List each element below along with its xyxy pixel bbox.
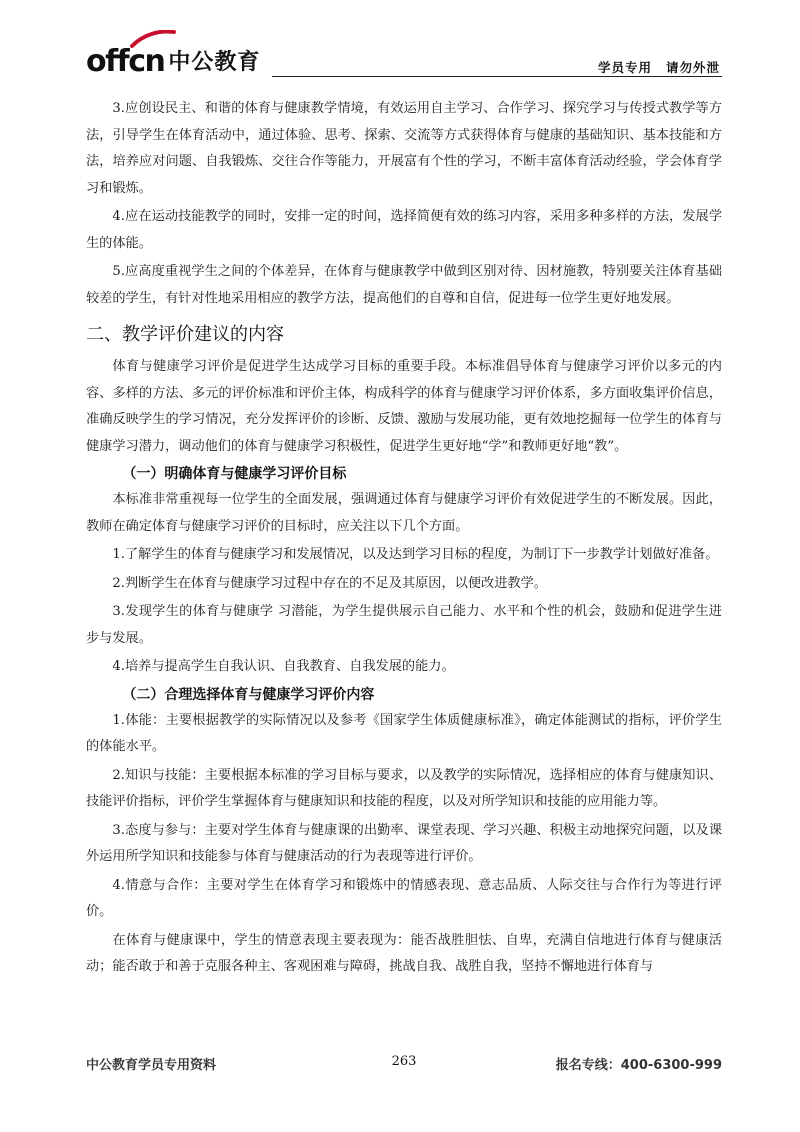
- list-item: 1.了解学生的体育与健康学习和发展情况，以及达到学习目标的程度，为制订下一步教学计划做好准备。: [112, 547, 719, 562]
- paragraph: 在体育与健康课中，学生的情意表现主要表现为：能否战胜胆怯、自卑，充满自信地进行体育与健康活动；能否敢于和善于克服各种主、客观困难与障碍，挑战自我、战胜自我，坚持不懈地进行体育与: [86, 932, 722, 974]
- list-item: 4.情意与合作：主要对学生在体育学习和锻炼中的情感表现、意志品质、人际交往与合作行为等进行评价。: [86, 877, 722, 919]
- paragraph: 3.应创设民主、和谐的体育与健康教学情境，有效运用自主学习、合作学习、探究学习与传授式教学等方法，引导学生在体育活动中，通过体验、思考、探索、交流等方式获得体育与健康的基础知识、基本技能和方法，培养应对问题、自我锻炼、交往合作等能力，开展富有个性的学习，不断丰富体育活动经验，学会体育学习和锻炼。: [86, 101, 722, 196]
- section-heading: 二、教学评价建议的内容: [86, 324, 284, 345]
- page-header: [86, 38, 722, 78]
- paragraph: 本标准非常重视每一位学生的全面发展，强调通过体育与健康学习评价有效促进学生的不断发展。因此，教师在确定体育与健康学习评价的目标时，应关注以下几个方面。: [86, 492, 722, 534]
- page-content: [86, 96, 722, 983]
- paragraph: 5.应高度重视学生之间的个体差异，在体育与健康教学中做到区别对待、因材施教，特别要关注体育基础较差的学生，有针对性地采用相应的教学方法，提高他们的自尊和自信，促进每一位学生更好地发展。: [86, 264, 722, 306]
- list-item: 4.培养与提高学生自我认识、自我教育、自我发展的能力。: [112, 659, 455, 674]
- subsection-heading: （二）合理选择体育与健康学习评价内容: [122, 686, 375, 703]
- list-item: 2.知识与技能：主要根据本标准的学习目标与要求，以及教学的实际情况，选择相应的体育与健康知识、技能评价指标，评价学生掌握体育与健康知识和技能的程度，以及对所学知识和技能的应用能力等。: [86, 767, 722, 809]
- header-notice-no-leak: 请勿外泄: [665, 60, 720, 75]
- list-item: 1.体能：主要根据教学的实际情况以及参考《国家学生体质健康标准》，确定体能测试的指标，评价学生的体能水平。: [86, 712, 722, 754]
- header-notice-students-only: 学员专用: [597, 60, 652, 75]
- page-number: 263: [391, 1054, 417, 1069]
- footer-hotline: 报名专线：400-6300-999: [555, 1058, 722, 1073]
- footer-source: 中公教育学员专用资料: [86, 1058, 217, 1073]
- logo-chinese-text: 中公教育: [168, 50, 261, 75]
- paragraph: 4.应在运动技能教学的同时，安排一定的时间，选择简便有效的练习内容，采用多种多样的方法，发展学生的体能。: [86, 209, 722, 251]
- logo-swoosh-icon: [130, 30, 176, 48]
- list-item: 3.发现学生的体育与健康学 习潜能，为学生提供展示自己能力、水平和个性的机会，鼓励和促进学生进步与发展。: [86, 604, 722, 646]
- subsection-heading: （一）明确体育与健康学习评价目标: [122, 466, 347, 482]
- list-item: 3.态度与参与：主要对学生体育与健康课的出勤率、课堂表现、学习兴趣、积极主动地探究问题，以及课外运用所学知识和技能参与体育与健康活动的行为表现等进行评价。: [86, 822, 722, 864]
- header-rule: [272, 76, 722, 77]
- list-item: 2.判断学生在体育与健康学习过程中存在的不足及其原因，以便改进教学。: [112, 575, 547, 591]
- paragraph: 体育与健康学习评价是促进学生达成学习目标的重要手段。本标准倡导体育与健康学习评价以多元的内容、多样的方法、多元的评价标准和评价主体，构成科学的体育与健康学习评价体系，多方面收集评价信息，准确反映学生的学习情况，充分发挥评价的诊断、反馈、激励与发展功能，更有效地挖掘每一位学生的体育与健康学习潜力，调动他们的体育与健康学习积极性，促进学生更好地“学”和教师更好地“教”。: [86, 359, 722, 454]
- offcn-logo: [86, 38, 260, 78]
- logo-latin-text: offcn: [86, 44, 165, 79]
- header-notice: [598, 58, 720, 76]
- page-footer: [86, 1050, 722, 1074]
